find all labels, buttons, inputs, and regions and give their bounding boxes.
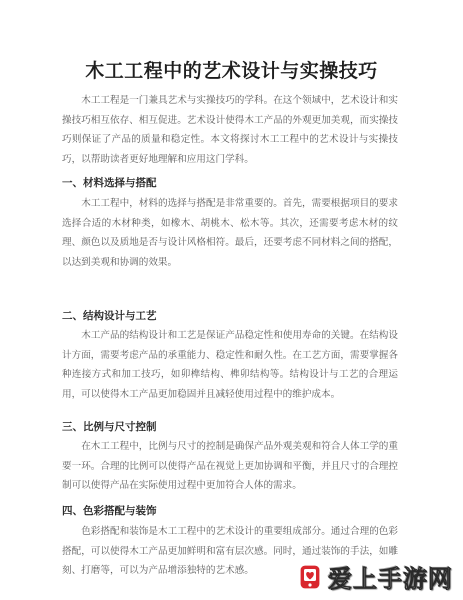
watermark-text: 爱上手游网 [328,565,453,593]
document-title: 木工工程中的艺术设计与实操技巧 [85,60,378,82]
site-watermark [297,559,453,594]
section-body-4: 色彩搭配和装饰是木工工程中的艺术设计的重要组成部分。通过合理的色彩搭配，可以使得木工产品更加鲜明和富有层次感。同时，通过装饰的手法，如雕刻、打磨等，可以为产品增添独特的艺术感。 [62,526,398,576]
intro-paragraph: 木工工程是一门兼具艺术与实操技巧的学科。在这个领域中，艺术设计和实操技巧相互依存、相互促进。艺术设计使得木工产品的外观更加美观，而实操技巧则保证了产品的质量和稳定性。本文将探讨木工工程中的艺术设计与实操技巧，以帮助读者更好地理解和应用这门学科。 [62,95,398,165]
section-body-1: 木工工程中，材料的选择与搭配是非常重要的。首先，需要根据项目的要求选择合适的木材种类，如橡木、胡桃木、松木等。其次，还需要考虑木材的纹理、颜色以及质地是否与设计风格相符。最后，还要考虑不同材料之间的搭配，以达到美观和协调的效果。 [62,198,398,268]
phone-logo-icon [297,564,323,590]
section-heading-4: 四、色彩搭配与装饰 [62,505,157,517]
section-heading-3: 三、比例与尺寸控制 [62,421,157,433]
section-body-2: 木工产品的结构设计和工艺是保证产品稳定性和使用寿命的关键。在结构设计方面，需要考虑产品的承重能力、稳定性和耐久性。在工艺方面，需要掌握各种连接方式和加工技巧，如卯榫结构、榫卯结构等。结构设计与工艺的合理运用，可以使得木工产品更加稳固并且减轻使用过程中的维护成本。 [62,330,398,400]
section-heading-1: 一、材料选择与搭配 [62,177,157,189]
section-heading-2: 二、结构设计与工艺 [62,310,157,322]
section-body-3: 在木工工程中，比例与尺寸的控制是确保产品外观美观和符合人体工学的重要一环。合理的比例可以使得产品在视觉上更加协调和平衡，并且尺寸的合理控制可以使得产品在实际使用过程中更加符合人体的需求。 [62,441,398,491]
